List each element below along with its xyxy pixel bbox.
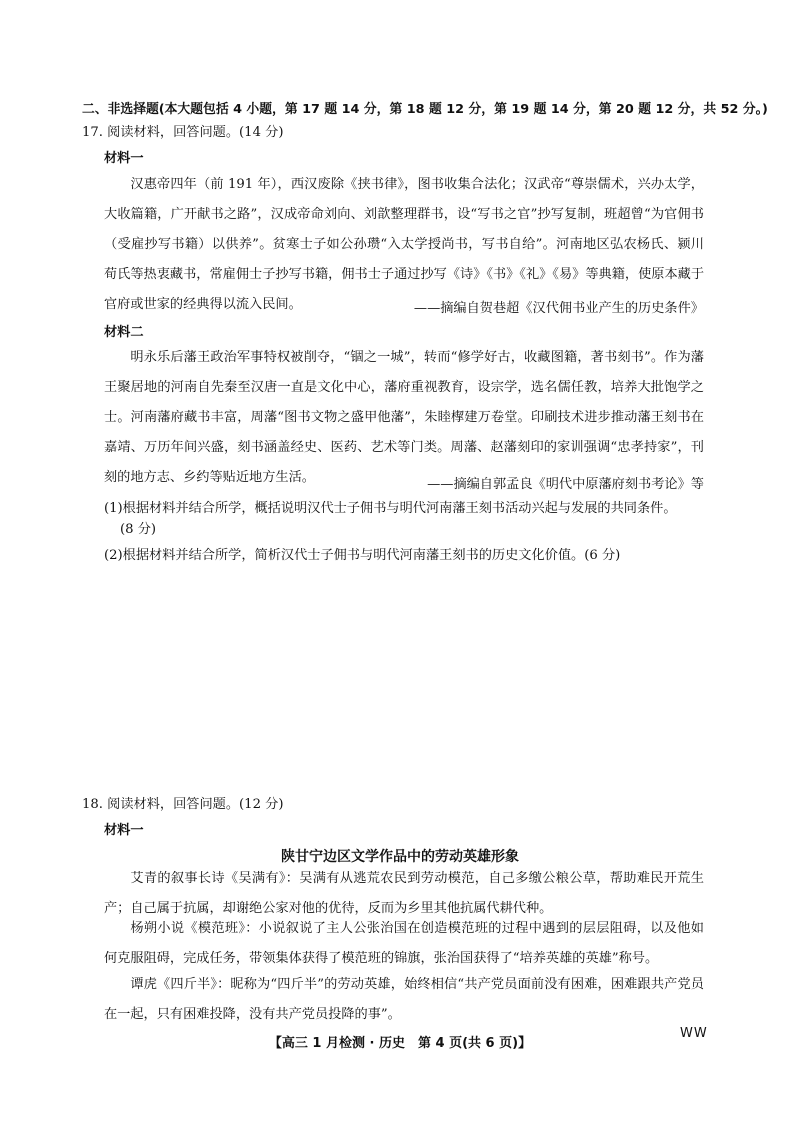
q17-material2-text: 明永乐后藩王政治军事特权被削夺，“锢之一城”，转而“修学好古，收藏图籍，著书刻书”。作为藩王聚居地的河南自先秦至汉唐一直是文化中心，藩府重视教育，设宗学，选名儒任教，培养大批饱学之士。河南藩府藏书丰富，周藩“图书文物之盛甲他藩”，朱睦㮮建万卷堂。印刷技术进步推动藩王刻书在嘉靖、万历年间兴盛，刻书涵盖经史、医药、艺术等门类。周藩、赵藩刻印的家训强调“忠孝持家”，刊刻的地方志、乡约等贴近地方生活。 xyxy=(104,350,704,485)
q17-question1-score: (8 分) xyxy=(120,522,157,537)
q18-table-title: 陕甘宁边区文学作品中的劳动英雄形象 xyxy=(281,849,519,865)
q18-entry-1: 艾青的叙事长诗《吴满有》：吴满有从逃荒农民到劳动模范，自己多缴公粮公草，帮助难民开荒生产；自己属于抗属，却谢绝公家对他的优待，反而为乡里其他抗属代耕代种。 xyxy=(104,871,704,916)
q18-stem: 18. 阅读材料，回答问题。(12 分) xyxy=(82,797,284,812)
q17-question1: (1)根据材料并结合所学，概括说明汉代士子佣书与明代河南藩王刻书活动兴起与发展的共同条件。 xyxy=(104,501,677,516)
q17-material2-source: ——摘编自郭孟良《明代中原藩府刻书考论》等 xyxy=(427,477,704,492)
q17-material2-label: 材料二 xyxy=(104,325,144,340)
page-footer: 【高三 1 月检测 · 历史 第 4 页(共 6 页)】 xyxy=(268,1036,532,1051)
q18-entry-2: 杨朔小说《模范班》：小说叙说了主人公张治国在创造模范班的过程中遇到的层层阻碍，以及他如何克服阻碍，完成任务，带领集体获得了模范班的锦旗，张治国获得了“培养英雄的英雄”称号。 xyxy=(104,921,704,966)
q18-entry-3: 谭虎《四斤半》：昵称为“四斤半”的劳动英雄，始终相信“共产党员面前没有困难，困难跟共产党员在一起，只有困难投降，没有共产党员投降的事”。 xyxy=(104,977,704,1022)
q17-stem: 17. 阅读材料，回答问题。(14 分) xyxy=(82,125,284,140)
q17-question2: (2)根据材料并结合所学，简析汉代士子佣书与明代河南藩王刻书的历史文化价值。(6 分) xyxy=(104,548,621,563)
section-header: 二、非选择题(本大题包括 4 小题，第 17 题 14 分，第 18 题 12 分，第 19 题 14 分，第 20 题 12 分，共 52 分。) xyxy=(82,102,768,117)
q17-material1-label: 材料一 xyxy=(104,151,144,166)
q18-material1-label: 材料一 xyxy=(104,823,144,838)
watermark-mark: WW xyxy=(680,1026,708,1041)
q17-material1-text: 汉惠帝四年（前 191 年），西汉废除《挟书律》，图书收集合法化；汉武帝“尊崇儒术，兴办太学，大收篇籍，广开献书之路”，汉成帝命刘向、刘歆整理群书，设“写书之官”抄写复制，班超曾“为官佣书（受雇抄写书籍）以供养”。贫寒士子如公孙瓒“入太学授尚书，写书自给”。河南地区弘农杨氏、颍川荀氏等热衷藏书，常雇佣士子抄写书籍，佣书士子通过抄写《诗》《书》《礼》《易》等典籍，使原本藏于官府或世家的经典得以流入民间。 xyxy=(104,177,705,312)
q17-material1-source: ——摘编自贺巷超《汉代佣书业产生的历史条件》 xyxy=(413,301,704,316)
